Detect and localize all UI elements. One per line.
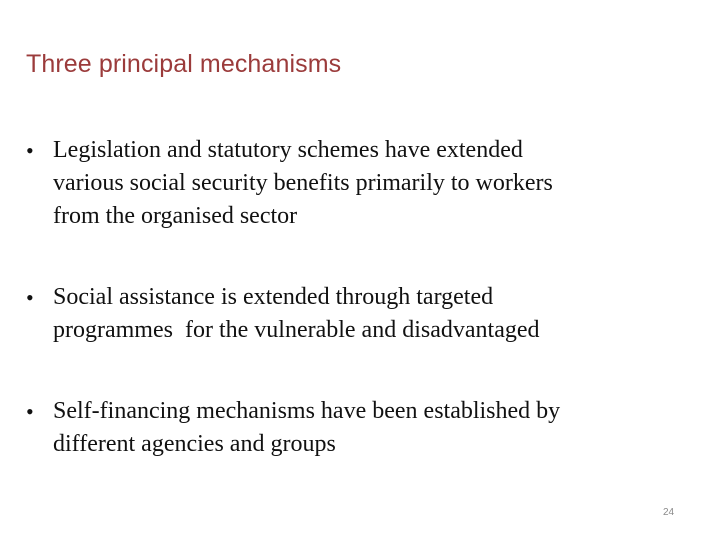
bullet-dot-icon: •: [26, 285, 34, 310]
bullet-line: Legislation and statutory schemes have extended: [53, 137, 523, 163]
bullet-item-social-assistance: [26, 281, 686, 347]
bullet-dot-icon: •: [26, 399, 34, 424]
bullet-dot-icon: •: [26, 138, 34, 163]
bullet-line: Self-financing mechanisms have been established by: [53, 398, 561, 424]
bullet-line: programmes for the vulnerable and disadvantaged: [53, 317, 540, 343]
bullet-line: from the organised sector: [53, 203, 298, 229]
bullet-item-legislation: [26, 134, 686, 233]
bullet-line: different agencies and groups: [53, 431, 336, 457]
bullet-line: various social security benefits primarily to workers: [53, 170, 553, 196]
page-number: 24: [663, 507, 675, 518]
bullet-list: [26, 134, 686, 461]
bullet-item-self-financing: [26, 395, 686, 461]
slide-title: Three principal mechanisms: [26, 50, 342, 78]
bullet-line: Social assistance is extended through targeted: [53, 284, 494, 310]
